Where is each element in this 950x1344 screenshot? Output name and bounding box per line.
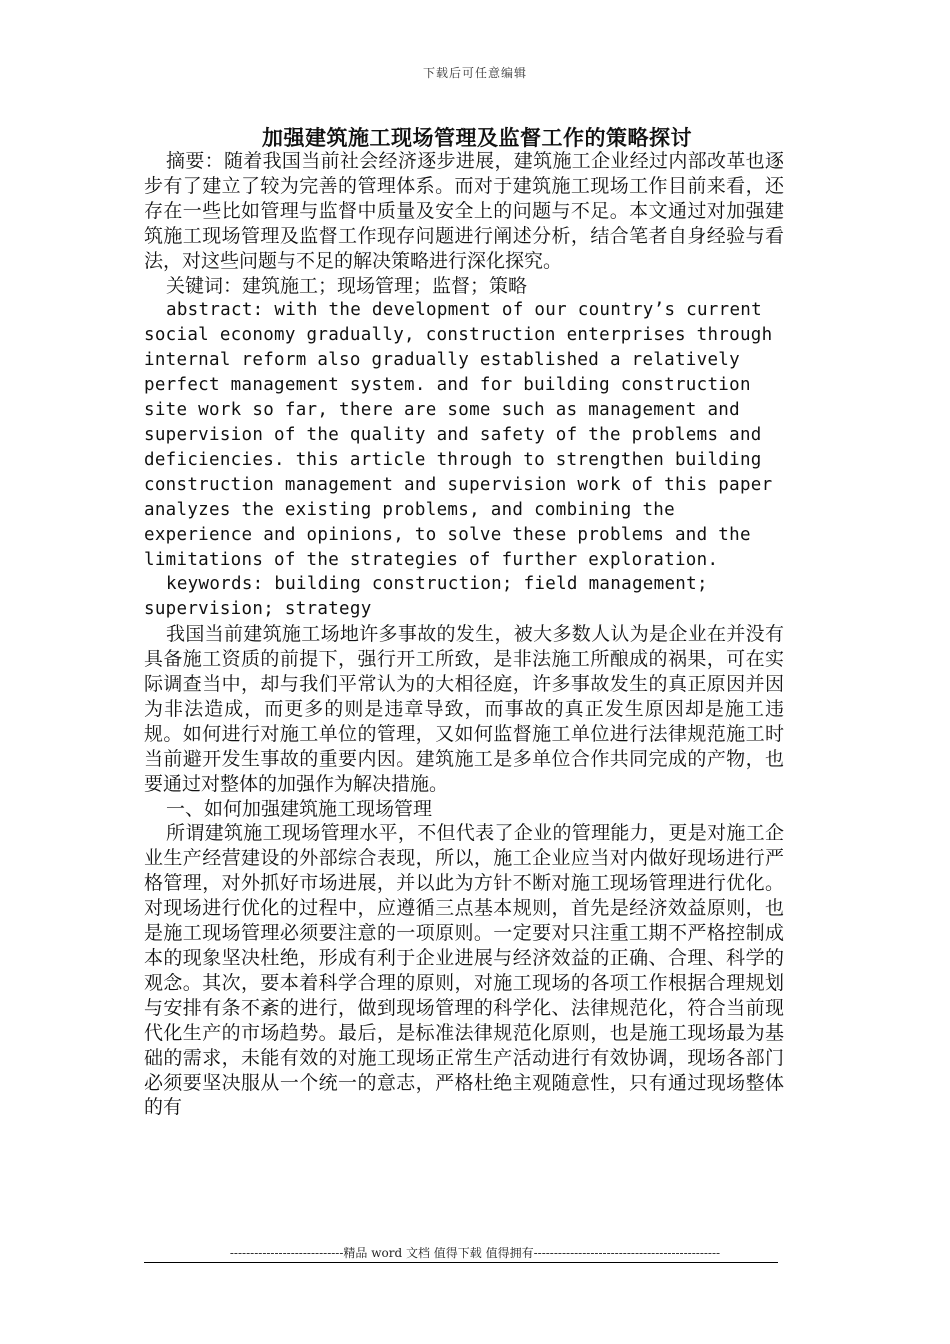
section-heading: 一、如何加强建筑施工现场管理 <box>166 797 433 820</box>
keywords-chinese: 关键词：建筑施工；现场管理；监督；策略 <box>166 274 528 297</box>
footer-text: ----------------------------精品 word 文档 值得下载 值得拥有---------------------------------------------- <box>229 1246 721 1260</box>
keywords-english: keywords: building construction; field management; supervision; strategy <box>144 574 708 620</box>
document-body <box>144 149 784 1120</box>
abstract-english: abstract: with the development of our country’s current social economy gradually, construction enterprises through internal reform also gradually established a relatively perfect management system. and for building construction site work so far, there are some such as management and supervision of the quality and safety of the problems and deficiencies. this article through to strengthen building construction management and supervision work of this paper analyzes the existing problems, and combining the experience and opinions, to solve these problems and the limitations of the strategies of further exploration. <box>144 300 773 570</box>
footer-divider <box>144 1262 778 1263</box>
document-title: 加强建筑施工现场管理及监督工作的策略探讨 <box>262 125 692 150</box>
intro-paragraph: 我国当前建筑施工场地许多事故的发生，被大多数人认为是企业在并没有具备施工资质的前提下，强行开工所致，是非法施工所酿成的祸果，可在实际调查当中，却与我们平常认为的大相径庭，许多事故发生的真正原因并因为非法造成，而更多的则是违章导致，而事故的真正发生原因却是施工违规。如何进行对施工单位的管理，又如何监督施工单位进行法律规范施工时当前避开发生事故的重要内因。建筑施工是多单位合作共同完成的产物，也要通过对整体的加强作为解决措施。 <box>144 623 784 795</box>
header-note: 下载后可任意编辑 <box>422 66 527 80</box>
section-paragraph: 所谓建筑施工现场管理水平，不但代表了企业的管理能力，更是对施工企业生产经营建设的外部综合表现，所以，施工企业应当对内做好现场进行严格管理，对外抓好市场进展，并以此为方针不断对施工现场管理进行优化。对现场进行优化的过程中，应遵循三点基本规则，首先是经济效益原则，也是施工现场管理必须要注意的一项原则。一定要对只注重工期不严格控制成本的现象坚决杜绝，形成有利于企业进展与经济效益的正确、合理、科学的观念。其次，要本着科学合理的原则，对施工现场的各项工作根据合理规划与安排有条不紊的进行，做到现场管理的科学化、法律规范化，符合当前现代化生产的市场趋势。最后，是标准法律规范化原则，也是施工现场最为基础的需求，未能有效的对施工现场正常生产活动进行有效协调，现场各部门必须要坚决服从一个统一的意志，严格杜绝主观随意性，只有通过现场整体的有 <box>144 822 784 1119</box>
abstract-chinese: 摘要：随着我国当前社会经济逐步进展，建筑施工企业经过内部改革也逐步有了建立了较为完善的管理体系。而对于建筑施工现场工作目前来看，还存在一些比如管理与监督中质量及安全上的问题与不足。本文通过对加强建筑施工现场管理及监督工作现存问题进行阐述分析，结合笔者自身经验与看法，对这些问题与不足的解决策略进行深化探究。 <box>144 150 784 272</box>
